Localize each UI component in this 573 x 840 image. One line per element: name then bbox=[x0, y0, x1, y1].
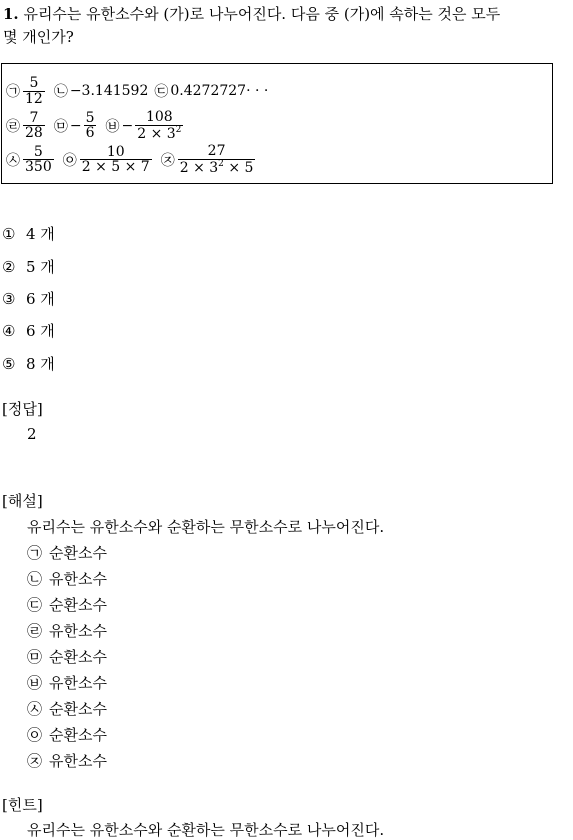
choice-3[interactable] bbox=[2, 288, 55, 309]
numerator: 5 bbox=[33, 143, 43, 160]
denominator: 350 bbox=[25, 159, 52, 176]
explanation-text: 유리수는 유한소수와 순환하는 무한소수로 나누어진다. bbox=[27, 518, 385, 536]
explanation-item bbox=[27, 724, 107, 745]
question-number: 1. bbox=[3, 5, 19, 23]
item-i bbox=[161, 144, 259, 175]
numerator: 10 bbox=[106, 143, 125, 160]
fraction bbox=[80, 145, 152, 175]
item-mark: ㉤ bbox=[53, 118, 68, 135]
item-box bbox=[1, 63, 553, 184]
answer-value: 2 bbox=[27, 425, 37, 443]
item-a bbox=[6, 76, 48, 106]
explanation-item bbox=[27, 698, 107, 719]
item-mark: ㉧ bbox=[27, 726, 43, 744]
choice-text: 4 개 bbox=[26, 225, 55, 243]
hint-text: 유리수는 유한소수와 순환하는 무한소수로 나누어진다. bbox=[27, 821, 385, 839]
choice-mark: ③ bbox=[2, 290, 16, 308]
question-text-1: 유리수는 유한소수와 (가)로 나누어진다. 다음 중 (가)에 속하는 것은 모두 bbox=[23, 5, 501, 23]
fraction bbox=[23, 76, 45, 106]
value: 0.4272727· · · bbox=[170, 83, 269, 100]
item-f bbox=[105, 110, 186, 141]
denominator: 12 bbox=[25, 90, 43, 107]
item-d bbox=[6, 111, 48, 141]
fraction bbox=[178, 144, 256, 175]
explanation-item bbox=[27, 750, 107, 771]
item-mark: ㉡ bbox=[53, 84, 68, 101]
choice-mark: ① bbox=[2, 225, 16, 243]
hint-label: [힌트] bbox=[2, 796, 43, 814]
choice-mark: ④ bbox=[2, 322, 16, 340]
choice-text: 6 개 bbox=[26, 322, 55, 340]
item-mark: ㉠ bbox=[27, 544, 43, 562]
item-text: 순환소수 bbox=[49, 700, 107, 718]
numerator: 108 bbox=[145, 109, 173, 125]
item-text: 유한소수 bbox=[49, 674, 107, 692]
item-text: 유한소수 bbox=[49, 622, 107, 640]
item-text: 유한소수 bbox=[49, 752, 107, 770]
item-mark: ㉦ bbox=[27, 700, 43, 718]
explanation-item bbox=[27, 568, 107, 589]
denominator bbox=[178, 159, 256, 176]
fraction bbox=[135, 110, 183, 141]
denominator bbox=[135, 125, 183, 142]
choice-4[interactable] bbox=[2, 320, 55, 341]
explanation-label: [해설] bbox=[2, 492, 43, 510]
denominator-part: 2 × 3 bbox=[179, 159, 219, 176]
item-mark: ㉢ bbox=[27, 596, 43, 614]
choice-text: 8 개 bbox=[26, 355, 55, 373]
box-row-3 bbox=[6, 144, 264, 175]
explanation-item bbox=[27, 672, 107, 693]
answer-label: [정답] bbox=[2, 400, 43, 418]
item-b bbox=[54, 81, 149, 101]
exponent: 2 bbox=[175, 124, 182, 135]
numerator: 5 bbox=[29, 75, 39, 91]
denominator: 2 × 5 × 7 bbox=[81, 159, 150, 176]
question-line-1 bbox=[3, 3, 500, 24]
choice-5[interactable] bbox=[2, 353, 55, 374]
item-mark: ㉨ bbox=[160, 152, 175, 169]
item-text: 순환소수 bbox=[49, 726, 107, 744]
item-text: 유한소수 bbox=[49, 570, 107, 588]
item-mark: ㉡ bbox=[27, 570, 43, 588]
item-c bbox=[154, 81, 268, 101]
item-mark: ㉦ bbox=[6, 152, 20, 169]
numerator: 5 bbox=[85, 109, 95, 126]
minus-sign: − bbox=[69, 117, 82, 134]
question-text-2: 몇 개인가? bbox=[3, 28, 74, 46]
numerator: 27 bbox=[207, 143, 226, 159]
choice-mark: ② bbox=[2, 258, 16, 276]
item-text: 순환소수 bbox=[49, 596, 107, 614]
denominator: 6 bbox=[85, 125, 95, 142]
item-h bbox=[63, 145, 155, 175]
value: −3.141592 bbox=[69, 83, 149, 100]
item-text: 순환소수 bbox=[49, 544, 107, 562]
item-mark: ㉥ bbox=[27, 674, 43, 692]
choice-1[interactable] bbox=[2, 223, 55, 244]
box-row-1 bbox=[6, 76, 274, 106]
exponent: 2 bbox=[218, 158, 224, 169]
explanation-item bbox=[27, 646, 107, 667]
numerator: 7 bbox=[29, 109, 39, 126]
choice-2[interactable] bbox=[2, 256, 55, 277]
choice-text: 5 개 bbox=[26, 258, 55, 276]
item-mark: ㉣ bbox=[6, 118, 20, 135]
explanation-item bbox=[27, 594, 107, 615]
denominator-part: × 5 bbox=[223, 159, 254, 176]
fraction bbox=[84, 111, 97, 141]
item-mark: ㉣ bbox=[27, 622, 43, 640]
item-g bbox=[6, 145, 57, 175]
item-e bbox=[54, 111, 100, 141]
minus-sign: − bbox=[121, 117, 134, 134]
denominator: 28 bbox=[25, 125, 43, 142]
item-mark: ㉠ bbox=[6, 84, 20, 101]
explanation-item bbox=[27, 542, 107, 563]
item-mark: ㉨ bbox=[27, 752, 43, 770]
item-mark: ㉥ bbox=[105, 118, 120, 135]
item-mark: ㉧ bbox=[62, 152, 77, 169]
choice-text: 6 개 bbox=[26, 290, 55, 308]
choice-mark: ⑤ bbox=[2, 355, 16, 373]
item-text: 순환소수 bbox=[49, 648, 107, 666]
item-mark: ㉤ bbox=[27, 648, 43, 666]
item-mark: ㉢ bbox=[154, 84, 169, 101]
denominator-base: 2 × 3 bbox=[137, 125, 176, 142]
fraction bbox=[23, 111, 45, 141]
explanation-item bbox=[27, 620, 107, 641]
fraction bbox=[23, 145, 54, 175]
box-row-2 bbox=[6, 110, 192, 141]
